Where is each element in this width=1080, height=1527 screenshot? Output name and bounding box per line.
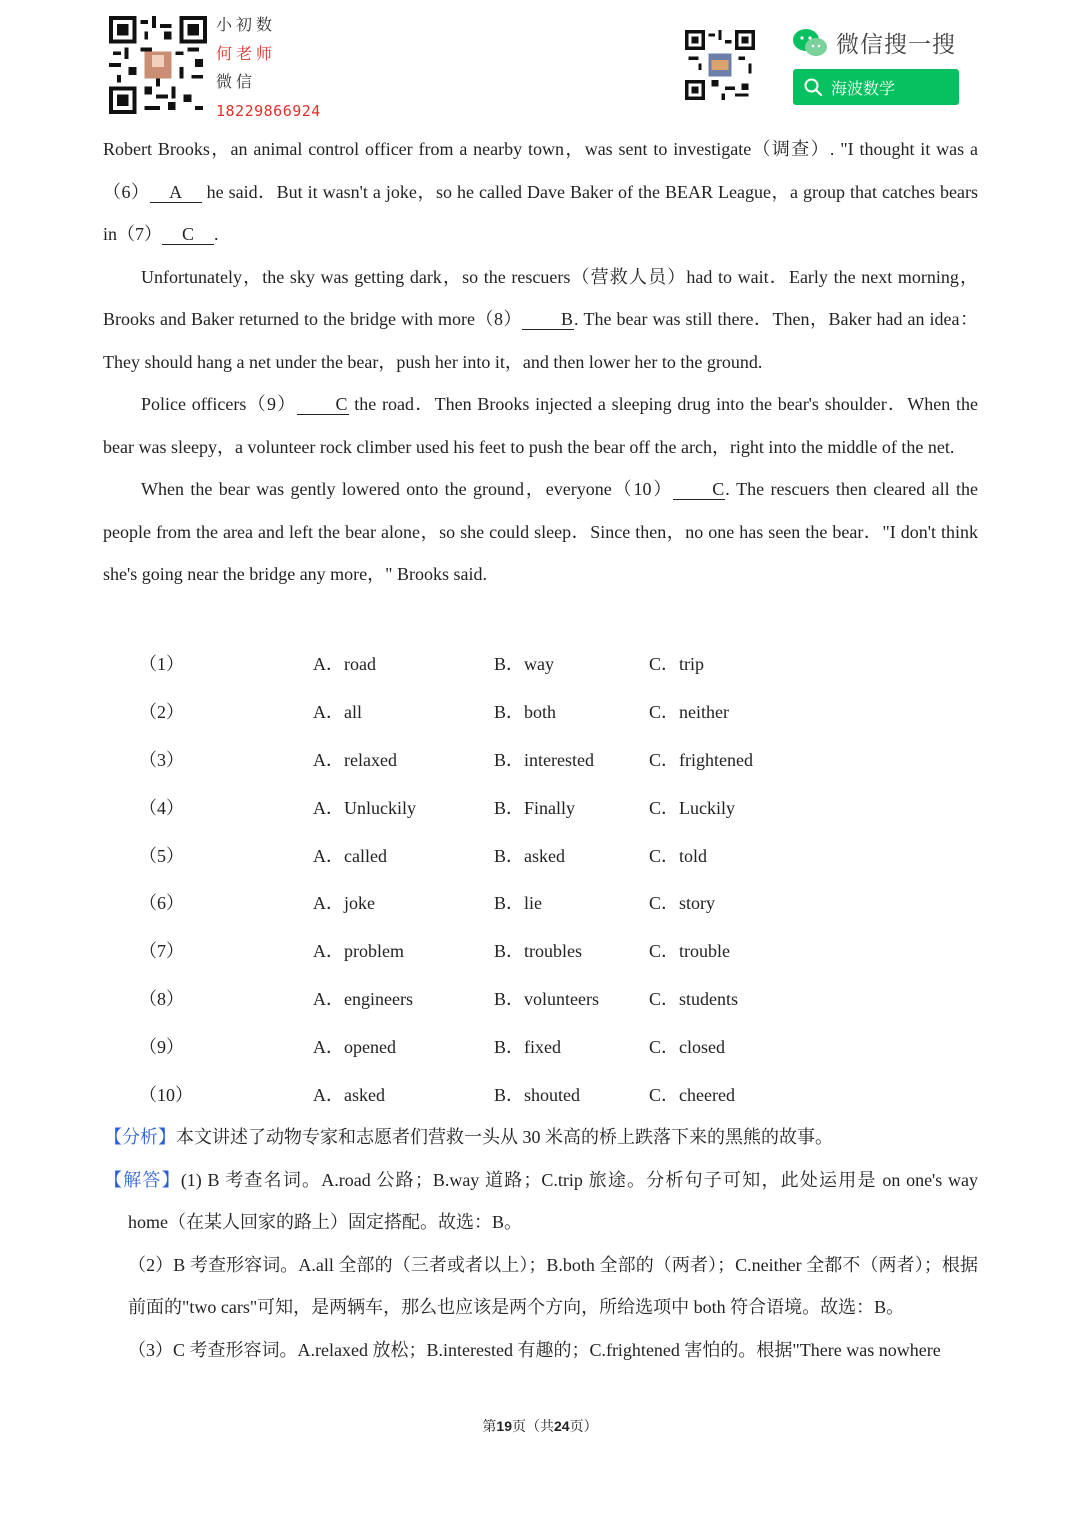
search-button[interactable] bbox=[793, 69, 959, 105]
passage-paragraph-3: Police officers（9） C the road．Then Brooks injected a sleeping drug into the bear's shoulder．When the bear was sleepy，a volunteer rock climber used his feet to push the bear off the arch，right into the middle of the net. bbox=[103, 394, 978, 457]
wechat-search-label: 微信搜一搜 bbox=[836, 32, 956, 58]
option-c: C．students bbox=[649, 989, 739, 1010]
wechat-icon bbox=[792, 27, 828, 59]
option-a: A．problem bbox=[313, 941, 404, 962]
passage-paragraph-4: When the bear was gently lowered onto the ground，everyone（10） C. The rescuers then cleared all the people from the area and left the bear alone，so she could sleep．Since then，no one has seen the bear．"I don't think she's going near the bridge any more，" Brooks said. bbox=[103, 479, 978, 584]
option-c: C．frightened bbox=[649, 749, 753, 770]
option-b: B．fixed bbox=[494, 1037, 561, 1058]
option-a: A．called bbox=[313, 845, 387, 866]
option-b: B．asked bbox=[494, 845, 565, 866]
search-icon bbox=[803, 77, 823, 97]
option-c: C．trouble bbox=[649, 941, 730, 962]
question-number: （3） bbox=[139, 749, 184, 770]
answer-explanation-1: 【解答】(1) B 考查名词。A.road 公路；B.way 道路；C.trip 旅途。分析句子可知，此处运用是 on one's way home（在某人回家的路上）固定搭配。故选：B。 bbox=[104, 1169, 978, 1232]
question-number: （1） bbox=[139, 654, 184, 674]
option-c: C．neither bbox=[649, 701, 729, 722]
option-a: A．engineers bbox=[313, 989, 413, 1010]
option-a: A．relaxed bbox=[313, 749, 397, 770]
question-number: （2） bbox=[139, 701, 184, 722]
question-number: （6） bbox=[139, 893, 184, 914]
option-a: A．opened bbox=[313, 1037, 396, 1058]
option-a: A．joke bbox=[313, 893, 375, 914]
option-c: C．cheered bbox=[649, 1085, 735, 1106]
question-number: （8） bbox=[139, 989, 184, 1010]
qr-code-wechat bbox=[684, 30, 756, 100]
question-number: （4） bbox=[139, 797, 184, 818]
contact-line-1: 小初数 bbox=[216, 15, 277, 34]
question-number: （7） bbox=[139, 941, 184, 962]
passage-paragraph-1: Robert Brooks，an animal control officer from a nearby town，was sent to investigate（调查）. "I thought it was a（6） A he said．But it wasn't a joke，so he called Dave Baker of the BEAR League，a group that catches bears in（7） C . bbox=[103, 139, 979, 244]
option-c: C．trip bbox=[649, 654, 705, 674]
answer-explanation-2: （2）B 考查形容词。A.all 全部的（三者或者以上）；B.both 全部的（两者）；C.neither 全都不（两者）；根据前面的"two cars"可知，是两辆车，那么也应该是两个方向，所给选项中 both 符合语境。故选：B。 bbox=[128, 1254, 978, 1317]
option-b: B．way bbox=[494, 654, 554, 674]
answer-blank-8: B bbox=[522, 309, 574, 330]
question-number: （5） bbox=[139, 845, 184, 866]
reading-passage bbox=[103, 128, 978, 596]
total-pages: 24 bbox=[554, 1418, 570, 1434]
option-a: A．Unluckily bbox=[313, 797, 416, 818]
option-a: A．road bbox=[313, 654, 376, 674]
search-button-label: 海波数学 bbox=[831, 78, 896, 98]
question-number: （10） bbox=[139, 1085, 193, 1106]
contact-line-3: 微信 bbox=[216, 72, 257, 91]
page-number: 19 bbox=[496, 1418, 512, 1434]
page-footer: 第19页（共24页） bbox=[482, 1418, 598, 1435]
solution-tag: 【解答】 bbox=[104, 1169, 181, 1190]
option-a: A．all bbox=[313, 701, 362, 722]
option-b: B．troubles bbox=[494, 941, 582, 962]
answer-blank-9: C bbox=[297, 394, 349, 415]
answer-blank-6: A bbox=[150, 182, 202, 203]
option-b: B．interested bbox=[494, 749, 594, 770]
answer-blank-7: C bbox=[162, 224, 214, 245]
analysis-section bbox=[104, 1116, 978, 1371]
option-b: B．volunteers bbox=[494, 989, 599, 1010]
analysis-tag: 【分析】 bbox=[104, 1127, 176, 1147]
answer-blank-10: C bbox=[673, 479, 725, 500]
option-a: A．asked bbox=[313, 1085, 385, 1106]
option-c: C．Luckily bbox=[649, 797, 735, 818]
contact-line-2: 何老师 bbox=[216, 43, 277, 63]
option-b: B．Finally bbox=[494, 797, 576, 818]
wechat-search-brand bbox=[792, 26, 956, 59]
answer-explanation-3: （3）C 考查形容词。A.relaxed 放松；B.interested 有趣的；C.frightened 害怕的。根据"There was nowhere bbox=[128, 1339, 941, 1360]
option-c: C．story bbox=[649, 893, 716, 914]
option-c: C．closed bbox=[649, 1037, 725, 1058]
contact-phone: 18229866924 bbox=[216, 101, 321, 120]
question-number: （9） bbox=[139, 1037, 184, 1058]
option-c: C．told bbox=[649, 845, 708, 866]
analysis-summary: 【分析】本文讲述了动物专家和志愿者们营救一头从 30 米高的桥上跌落下来的黑熊的故事。 bbox=[104, 1127, 833, 1147]
option-b: B．shouted bbox=[494, 1085, 581, 1106]
passage-paragraph-2: Unfortunately，the sky was getting dark，so the rescuers（营救人员）had to wait．Early the next morning，Brooks and Baker returned to the bridge with more（8） B. The bear was still there．Then，Baker had an idea：They should hang a net under the bear，push her into it，and then lower her to the ground. bbox=[103, 266, 978, 372]
qr-code-contact bbox=[109, 16, 207, 114]
option-b: B．lie bbox=[494, 893, 542, 914]
contact-info bbox=[216, 11, 321, 125]
option-b: B．both bbox=[494, 701, 557, 722]
